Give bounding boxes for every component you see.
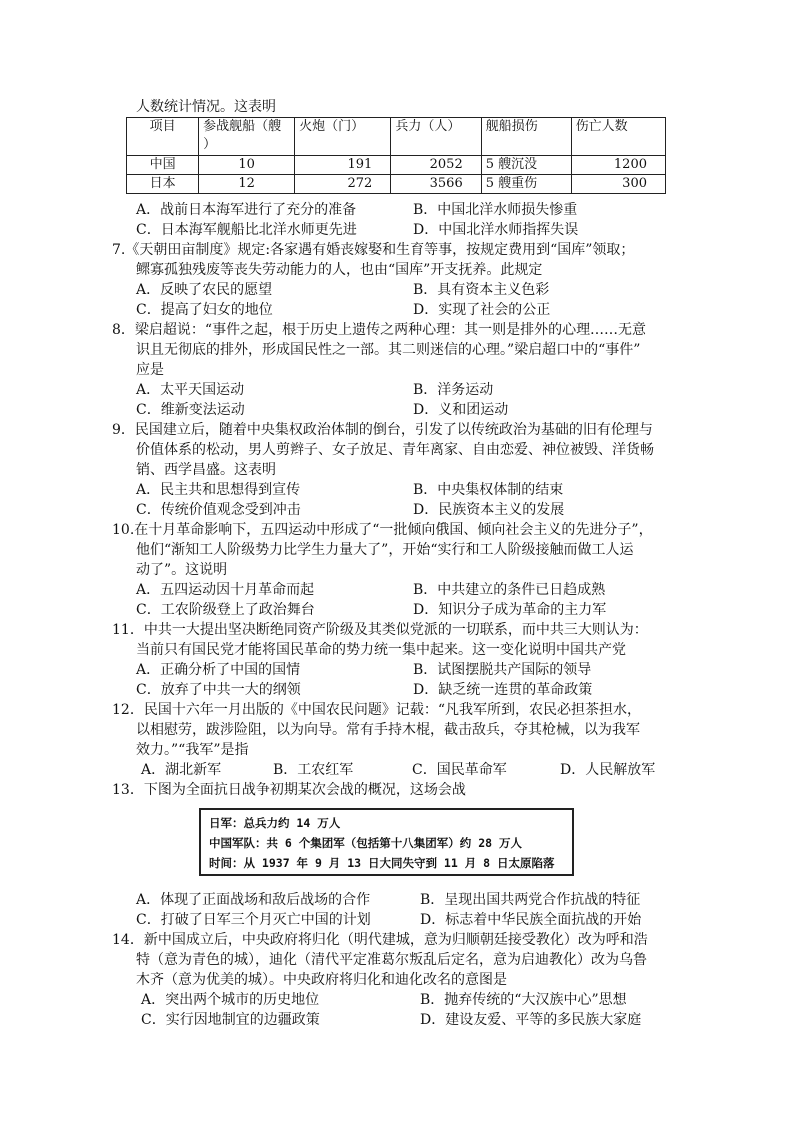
q7-option-b: B．具有资本主义色彩 xyxy=(413,282,550,298)
q11-option-b: B．试图摆脱共产国际的领导 xyxy=(413,662,592,678)
q10-stem-line: 10.在十月革命影响下，五四运动中形成了“一批倾向俄国、倾向社会主义的先进分子”， xyxy=(112,522,653,538)
table-header-cell: 伤亡人数 xyxy=(571,118,665,156)
q6-option-d: D．中国北洋水师指挥失误 xyxy=(413,222,579,238)
q12-option-c: C．国民革命军 xyxy=(412,762,507,778)
q14-stem-line: 14．新中国成立后，中央政府将归化（明代建城，意为归顺朝廷接受教化）改为呼和浩 xyxy=(112,932,648,948)
q12-option-a: A．湖北新军 xyxy=(141,762,222,778)
q10-stem-line: 他们“渐知工人阶级势力比学生力量大了”，开始“实行和工人阶级接触而做工人运 xyxy=(136,542,634,558)
q8-stem-line: 应是 xyxy=(136,362,164,378)
table-cell: 191 xyxy=(295,156,391,175)
q14-stem-line: 木齐（意为优美的城）。中央政府将归化和迪化改名的意图是 xyxy=(136,972,507,988)
q8-option-d: D．义和团运动 xyxy=(413,402,509,418)
q10-option-c: C．工农阶级登上了政治舞台 xyxy=(136,602,315,618)
battle-statistics-table xyxy=(126,117,666,194)
q6-option-c: C．日本海军舰船比北洋水师更先进 xyxy=(136,222,357,238)
table-cell: 300 xyxy=(571,175,665,194)
table-cell: 1200 xyxy=(571,156,665,175)
q10-option-a: A．五四运动因十月革命而起 xyxy=(136,582,315,598)
q10-stem-line: 动了”。这说明 xyxy=(136,562,228,578)
q13-stem-line: 13．下图为全面抗日战争初期某次会战的概况，这场会战 xyxy=(112,782,466,798)
table-cell: 日本 xyxy=(127,175,199,194)
q9-option-b: B．中央集权体制的结束 xyxy=(413,482,564,498)
q12-stem-line: 效力。”“我军”是指 xyxy=(136,742,249,758)
q14-option-c: C．实行因地制宜的边疆政策 xyxy=(141,1012,320,1028)
table-cell: 272 xyxy=(295,175,391,194)
q10-option-b: B．中共建立的条件已日趋成熟 xyxy=(413,582,606,598)
table-header-cell: 兵力（人） xyxy=(391,118,481,156)
box-line: 日军：总兵力约 14 万人 xyxy=(209,816,341,830)
table-header-row xyxy=(127,118,666,156)
box-line: 中国军队：共 6 个集团军（包括第十八集团军）约 28 万人 xyxy=(209,836,522,850)
q8-option-a: A．太平天国运动 xyxy=(136,382,245,398)
table-row xyxy=(127,156,666,175)
q11-option-d: D．缺乏统一连贯的革命政策 xyxy=(413,682,593,698)
q12-stem-line: 12．民国十六年一月出版的《中国农民问题》记载：“凡我军所到，农民必担茶担水， xyxy=(112,702,641,718)
table-cell: 中国 xyxy=(127,156,199,175)
q14-stem-line: 特（意为青色的城），迪化（清代平定准葛尔叛乱后定名，意为启迪教化）改为乌鲁 xyxy=(136,952,647,968)
q7-option-a: A．反映了农民的愿望 xyxy=(136,282,273,298)
table-header-cell: 火炮（门） xyxy=(295,118,391,156)
battle-summary-box xyxy=(199,808,574,876)
q8-option-b: B．洋务运动 xyxy=(413,382,494,398)
q14-option-a: A．突出两个城市的历史地位 xyxy=(141,992,320,1008)
q12-option-b: B．工农红军 xyxy=(273,762,354,778)
q9-option-a: A．民主共和思想得到宣传 xyxy=(136,482,301,498)
q13-option-d: D．标志着中华民族全面抗战的开始 xyxy=(420,912,642,928)
q13-option-a: A．体现了正面战场和敌后战场的合作 xyxy=(136,892,371,908)
q9-stem-line: 9．民国建立后，随着中央集权政治体制的倒台，引发了以传统政治为基础的旧有伦理与 xyxy=(112,422,653,438)
q7-stem-line: 7.《天朝田亩制度》规定:各家遇有婚丧嫁娶和生育等事，按规定费用到“国库”领取； xyxy=(112,242,635,258)
q14-option-b: B．抛弃传统的“大汉族中心”思想 xyxy=(420,992,627,1008)
table-cell: 5 艘重伤 xyxy=(481,175,571,194)
table-header-cell: 参战舰船（艘 ） xyxy=(199,118,295,156)
q7-stem-line: 鳏寡孤独残废等丧失劳动能力的人，也由“国库”开支抚养。此规定 xyxy=(136,262,543,278)
q13-option-c: C．打破了日军三个月灭亡中国的计划 xyxy=(136,912,371,928)
q11-option-a: A．正确分析了中国的国情 xyxy=(136,662,301,678)
table-cell: 2052 xyxy=(391,156,481,175)
q11-option-c: C．放弃了中共一大的纲领 xyxy=(136,682,301,698)
q11-stem-line: 11．中共一大提出坚决断绝同资产阶级及其类似党派的一切联系，而中共三大则认为： xyxy=(112,622,648,638)
q11-stem-line: 当前只有国民党才能将国民革命的势力统一集中起来。这一变化说明中国共产党 xyxy=(136,642,626,658)
table-cell: 12 xyxy=(199,175,295,194)
q12-option-d: D．人民解放军 xyxy=(560,762,656,778)
table-cell: 3566 xyxy=(391,175,481,194)
q9-stem-line: 价值体系的松动，男人剪辫子、女子放足、青年离家、自由恋爱、神位被毁、洋货畅 xyxy=(136,442,654,458)
q8-stem-line: 识且无彻底的排外，形成国民性之一部。其二则迷信的心理。”梁启超口中的“事件” xyxy=(136,342,641,358)
q7-option-d: D．实现了社会的公正 xyxy=(413,302,551,318)
q6-stem-tail: 人数统计情况。这表明 xyxy=(136,99,276,115)
q14-option-d: D．建设友爱、平等的多民族大家庭 xyxy=(420,1012,642,1028)
q7-option-c: C．提高了妇女的地位 xyxy=(136,302,273,318)
q8-option-c: C．维新变法运动 xyxy=(136,402,245,418)
q9-option-d: D．民族资本主义的发展 xyxy=(413,502,565,518)
table-cell: 10 xyxy=(199,156,295,175)
q6-option-b: B．中国北洋水师损失惨重 xyxy=(413,202,578,218)
table-header-cell: 舰船损伤 xyxy=(481,118,571,156)
table-header-cell: 项目 xyxy=(127,118,199,156)
q8-stem-line: 8．梁启超说：“事件之起，根于历史上遗传之两种心理：其一则是排外的心理……无意 xyxy=(112,322,647,338)
q9-stem-line: 销、西学昌盛。这表明 xyxy=(136,462,276,478)
q9-option-c: C．传统价值观念受到冲击 xyxy=(136,502,301,518)
q13-option-b: B．呈现出国共两党合作抗战的特征 xyxy=(420,892,641,908)
q6-option-a: A．战前日本海军进行了充分的准备 xyxy=(136,202,357,218)
table-cell: 5 艘沉没 xyxy=(481,156,571,175)
table-row xyxy=(127,175,666,194)
box-line: 时间：从 1937 年 9 月 13 日大同失守到 11 月 8 日太原陷落 xyxy=(209,856,555,870)
q10-option-d: D．知识分子成为革命的主力军 xyxy=(413,602,607,618)
q12-stem-line: 以相慰劳，跋涉险阻，以为向导。常有手持木棍，截击敌兵，夺其枪械，以为我军 xyxy=(136,722,640,738)
